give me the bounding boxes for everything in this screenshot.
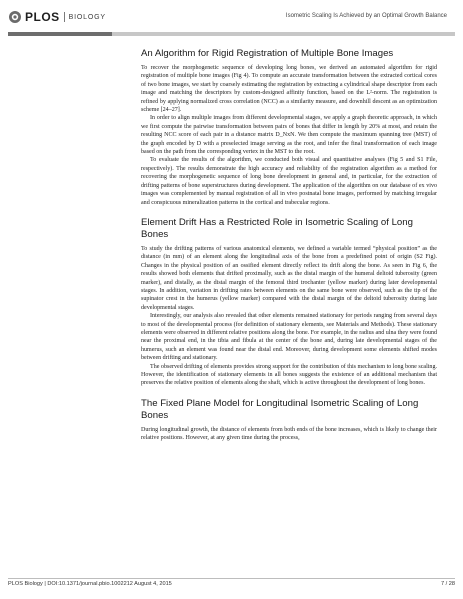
article-body xyxy=(141,48,437,443)
paragraph: In order to align multiple images from different developmental stages, we apply a graph theoretic approach, in which we first compute the pairwise transformation between pairs of bones that differ in length by 20% at most, and retain the resulting NCC score of each pair in a distance matrix D_NxN. We then compute the maximum spanning tree (MST) of the graph encoded by D with a preselected image serving as the root, and infer the final transformation of each image based on the path from the corresponding vertex in the MST to the root. xyxy=(141,115,437,156)
paragraph: Interestingly, our analysis also revealed that other elements remained stationary for periods ranging from several days to most of the developmental process (for definition of stationary elements, see Materials and Methods). These stationary elements were observed in different relative positions along the bone. For example, in the radius and ulna they were found near the proximal end, in the tibia and fibula at the center of the bone and, during late developmental stages of the humerus, such an element was found near the distal end. Moreover, during development some elements shifted modes between drifting and stationary. xyxy=(141,313,437,362)
page-header xyxy=(8,10,455,40)
section-heading: The Fixed Plane Model for Longitudinal Isometric Scaling of Long Bones xyxy=(141,397,419,421)
journal-name: BIOLOGY xyxy=(68,13,106,21)
header-rule-accent xyxy=(8,32,112,36)
paragraph: During longitudinal growth, the distance of elements from both ends of the bone increases, which is likely to change their relative positions. However, at any given time during the process, xyxy=(141,426,437,442)
paragraph: The observed drifting of elements provides strong support for the contribution of this mechanism to long bone scaling. However, the identification of stationary elements in all bones suggests the existence of an additional mechanism that preserves the relative position of elements along the shaft, which is active throughout the development of long bones. xyxy=(141,363,437,387)
page-footer xyxy=(8,578,455,592)
paragraph: To study the drifting patterns of various anatomical elements, we defined a variable termed “physical position” as the distance (in mm) of an element along the longitudinal axis of the bone from a predefined point of origin (S2 Fig). Changes in the physical position of an ossified element directly reflect its drift along the bone. As seen in Fig 6, the results showed both elements that drifted proximally, such as the distal margin of the humeral deltoid tuberosity (green marker), and distally, as the distal margin of the femoral third trochanter (yellow marker) during later developmental stages. In addition, variation in drifting rates between elements on the same bone were observed, such as the tip of the supinator crest in the humerus (yellow marker) compared with the distal margin of the deltoid tuberosity during late developmental stages. xyxy=(141,245,437,311)
logo-text: PLOS xyxy=(25,10,60,24)
page-number: 7 / 28 xyxy=(441,581,455,587)
section-heading: An Algorithm for Rigid Registration of Multiple Bone Images xyxy=(141,48,394,59)
running-title: Isometric Scaling Is Achieved by an Optimal Growth Balance xyxy=(285,13,447,19)
citation: PLOS Biology | DOI:10.1371/journal.pbio.1002212 August 4, 2015 xyxy=(8,581,172,587)
journal-logo xyxy=(8,10,106,24)
footer-rule xyxy=(8,578,455,579)
section-heading: Element Drift Has a Restricted Role in Isometric Scaling of Long Bones xyxy=(141,216,413,240)
logo-divider xyxy=(64,12,65,22)
paragraph: To recover the morphogenetic sequence of developing long bones, we derived an automated algorithm for rigid registration of multiple bone images (Fig 4). To compute an accurate transformation between the extracted cortical cores of two bone images, we start by coarsely estimating the registration by extracting a cylindrical shape descriptor from each image and matching the descriptors by custom-designed affinity function, based on the L²-norm. The registration is refined by applying normalized cross correlation (NCC) as a similarity measure, and downhill descent as an optimization scheme [24–27]. xyxy=(141,65,437,114)
paragraph: To evaluate the results of the algorithm, we conducted both visual and quantitative analyses (Fig 5 and S1 File, respectively). The results demonstrate the high accuracy and reliability of the registration algorithm as a method for recovering the morphogenetic sequence of long bone development in general and, in particular, for the extraction of drifting patterns of bone superstructures during development. The application of the algorithm on our database of ex vivo images was complemented by manual registration of all in vivo postnatal bone images, performed by matching irregular and conspicuous mineralization patterns in the cortical and trabecular regions. xyxy=(141,157,437,206)
plos-logo-icon xyxy=(8,10,22,24)
